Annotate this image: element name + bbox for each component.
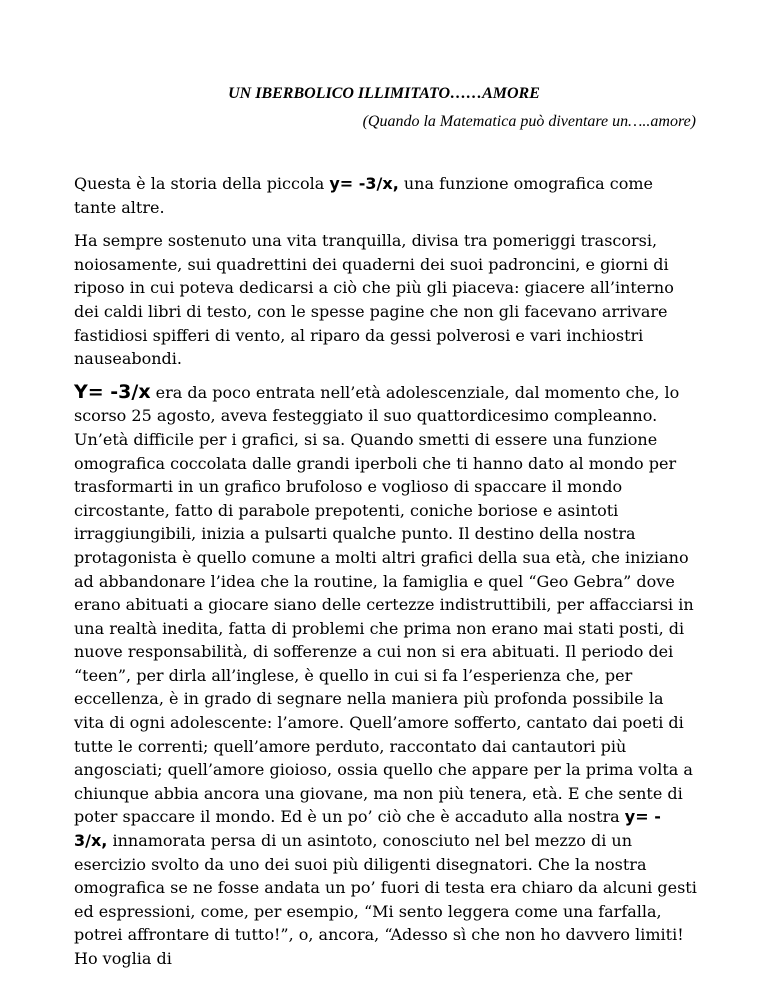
document-title: UN IBERBOLICO ILLIMITATO……AMORE <box>228 85 540 102</box>
equation-inline: y= -3/x, <box>329 174 399 193</box>
document-body <box>74 172 698 981</box>
document-subtitle: (Quando la Matematica può diventare un…..amore) <box>362 113 696 130</box>
paragraph-1-text-before: Questa è la storia della piccola <box>74 174 330 193</box>
paragraph-1 <box>74 172 698 219</box>
paragraph-1-text-after: una funzione omografica come tante altre. <box>74 174 654 217</box>
equation-inline-2: y= - 3/x, <box>74 807 661 851</box>
paragraph-3-text-1: era da poco entrata nell’età adolescenziale, dal momento che, lo scorso 25 agosto, aveva festeggiato il suo quattordicesimo compleanno. Un’età difficile per i grafici, si sa. Quando smetti di essere una funzione omografica coccolata dalle grandi iperboli che ti hanno dato al mondo per trasformarti in un grafico brufoloso e voglioso di spaccare il mondo circostante, fatto di parabole prepotenti, coniche boriose e asintoti irraggiungibili, inizia a pulsarti qualche punto. Il destino della nostra protagonista è quello comune a molti altri grafici della sua età, che iniziano ad abbandonare l’idea che la routine, la famiglia e quel “Geo Gebra” dove erano abituati a giocare siano delle certezze indistruttibili, per affacciarsi in una realtà inedita, fatta di problemi che prima non erano mai stati posti, di nuove responsabilità, di sofferenze a cui non si era abituati. Il periodo dei “teen”, per dirla all’inglese, è quello in cui si fa l’esperienza che, per eccellenza, è in grado di segnare nella maniera più profonda possibile la vita di ogni adolescente: l’amore. Quell’amore sofferto, cantato dai poeti di tutte le correnti; quell’amore perduto, raccontato dai cantautori più angosciati; quell’amore gioioso, ossia quello che appare per la prima volta a chiunque abbia ancora una giovane, ma non più tenera, età. E che sente di poter spaccare il mondo. Ed è un po’ ciò che è accaduto alla nostra <box>74 382 694 827</box>
paragraph-2: Ha sempre sostenuto una vita tranquilla, divisa tra pomeriggi trascorsi, noiosamente, sui quadrettini dei quaderni dei suoi padroncini, e giorni di riposo in cui poteva dedicarsi a ciò che più gli piaceva: giacere all’interno dei caldi libri di testo, con le spesse pagine che non gli facevano arrivare fastidiosi spifferi di vento, al riparo da gessi polverosi e vari inchiostri nauseabondi. <box>74 231 674 369</box>
paragraph-3 <box>74 381 698 971</box>
equation-heading: Y= -3/x <box>74 380 151 403</box>
paragraph-3-text-2: innamorata persa di un asintoto, conosciuto nel bel mezzo di un esercizio svolto da uno dei suoi più diligenti disegnatori. Che la nostra omografica se ne fosse andata un po’ fuori di testa era chiaro da alcuni gesti ed espressioni, come, per esempio, “Mi sento leggera come una farfalla, potrei affrontare di tutto!”, o, ancora, “Adesso sì che non ho davvero limiti! Ho voglia di <box>74 831 697 968</box>
